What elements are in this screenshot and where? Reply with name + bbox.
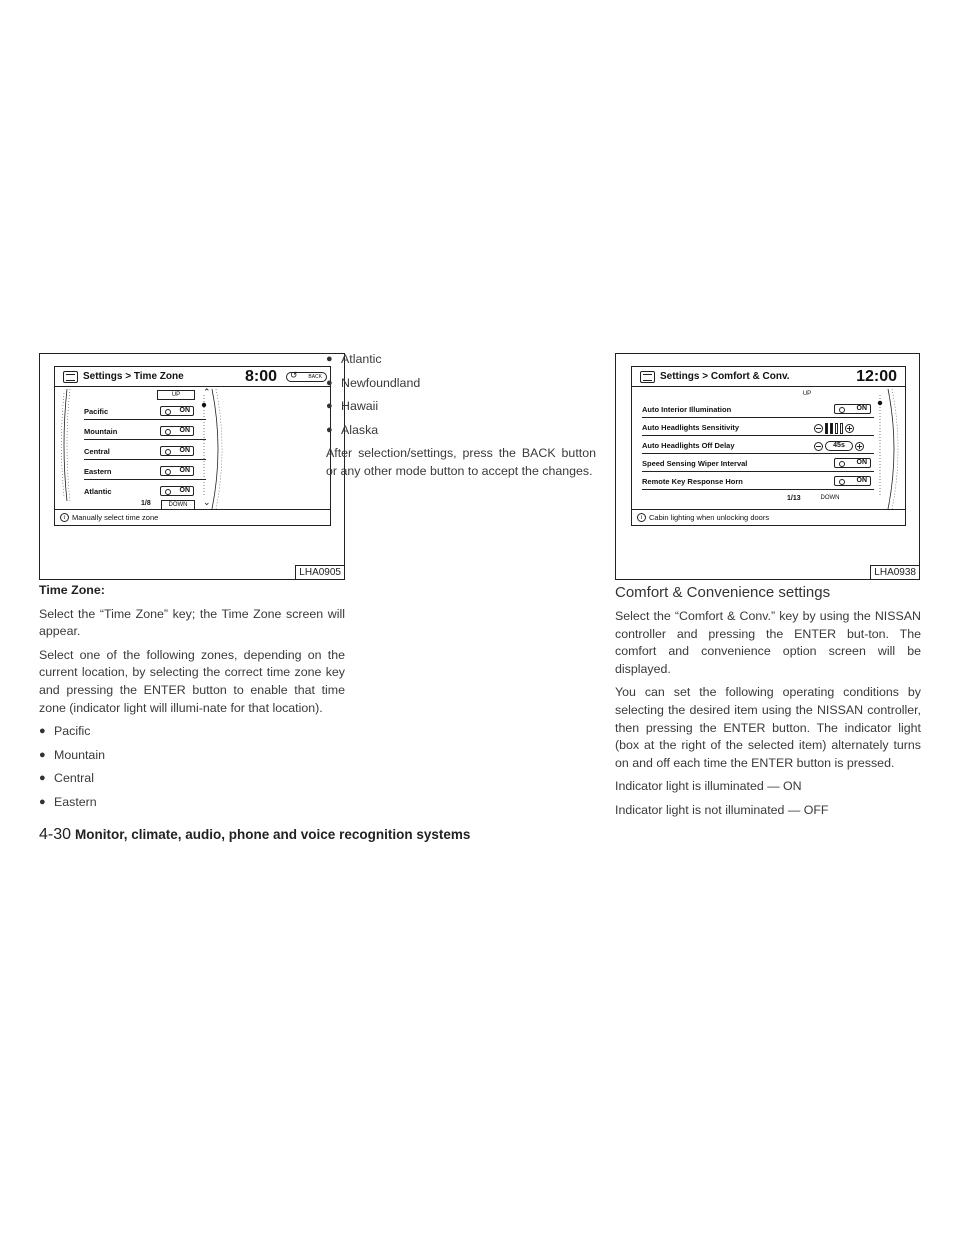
row-label: Auto Interior Illumination — [642, 405, 732, 414]
list-item[interactable] — [84, 444, 206, 460]
paragraph: Select one of the following zones, depending on the current location, by selecting the correct time zone key and pressing the ENTER button to enable that time zone (indicator light will illumi-nate for that location). — [39, 647, 345, 715]
indicator-light[interactable]: ON — [834, 404, 871, 414]
screen-header — [55, 367, 330, 387]
up-button[interactable]: UP — [157, 390, 195, 400]
paragraph: After selection/settings, press the BACK button or any other mode button to accept the changes. — [326, 446, 596, 478]
list-item: ● Alaska — [326, 422, 596, 440]
row-label: Speed Sensing Wiper Interval — [642, 459, 748, 468]
down-button[interactable]: DOWN — [820, 495, 840, 501]
scrollbar[interactable] — [201, 389, 207, 499]
delay-stepper[interactable] — [814, 440, 864, 452]
paragraph: You can set the following operating conditions by selecting the desired item using the NISSAN controller, then pressing the ENTER button. The indicator light (box at the right of the selected item) alternately turns on and off each time the ENTER button is pressed. — [615, 685, 921, 770]
list-item[interactable] — [84, 424, 206, 440]
up-button[interactable]: UP — [802, 391, 812, 397]
row-label: Atlantic — [84, 487, 112, 496]
figure-label: LHA0938 — [870, 565, 919, 579]
paragraph: Select the “Time Zone” key; the Time Zone screen will appear. — [39, 606, 345, 639]
list-item[interactable] — [84, 484, 206, 500]
figure-label: LHA0905 — [295, 565, 344, 579]
row-label: Mountain — [84, 427, 118, 436]
section-heading: Comfort & Convenience settings — [615, 584, 831, 601]
level-segment — [840, 423, 843, 434]
chapter-title: Monitor, climate, audio, phone and voice recognition systems — [75, 827, 471, 842]
screen-title: Settings > Comfort & Conv. — [660, 371, 790, 382]
indicator-light[interactable]: ON — [834, 476, 871, 486]
right-bezel-decoration — [886, 389, 904, 509]
paragraph: Indicator light is not illuminated — OFF — [615, 802, 829, 817]
section-subheading: Time Zone: — [39, 583, 105, 597]
indicator-light[interactable]: ON — [834, 458, 871, 468]
page-indicator: 1/13 — [787, 495, 801, 502]
left-bezel-decoration — [59, 389, 71, 501]
paragraph: Select the “Comfort & Conv.” key by using the NISSAN controller and pressing the ENTER but-ton. The comfort and convenience option screen will be displayed. — [615, 609, 921, 676]
minus-icon[interactable] — [814, 424, 823, 433]
row-label: Remote Key Response Horn — [642, 477, 743, 486]
info-icon: i — [637, 513, 646, 522]
list-item[interactable] — [642, 420, 874, 436]
list-item[interactable] — [84, 464, 206, 480]
info-bar — [632, 509, 905, 525]
info-text: Cabin lighting when unlocking doors — [649, 513, 770, 522]
list-item: ● Central — [39, 770, 345, 788]
list-item[interactable] — [84, 404, 206, 420]
time-zone-figure — [39, 353, 345, 580]
sensitivity-level-bar[interactable] — [814, 422, 854, 434]
row-label: Auto Headlights Sensitivity — [642, 423, 740, 432]
indicator-light[interactable]: ON — [160, 426, 194, 436]
clock-time: 12:00 — [856, 368, 897, 385]
row-label: Central — [84, 447, 110, 456]
list-item: ● Atlantic — [326, 351, 596, 369]
page-indicator: 1/8 — [141, 500, 151, 507]
chevron-up-icon: ⌃ — [203, 387, 211, 397]
list-item: ● Newfoundland — [326, 375, 596, 393]
level-segment — [825, 423, 828, 434]
list-item[interactable] — [642, 456, 874, 472]
row-label: Eastern — [84, 467, 112, 476]
down-button[interactable]: DOWN — [161, 500, 195, 510]
back-button[interactable]: ↺ BACK — [286, 372, 327, 382]
row-label: Pacific — [84, 407, 109, 416]
chevron-down-icon: ⌄ — [203, 497, 211, 507]
page-number: 4-30 — [39, 826, 72, 843]
plus-icon[interactable] — [845, 424, 854, 433]
comfort-conv-figure — [615, 353, 920, 580]
list-item: ● Mountain — [39, 747, 345, 765]
column-time-zone — [39, 582, 345, 818]
screen-title: Settings > Time Zone — [83, 371, 184, 382]
right-bezel-decoration — [210, 389, 228, 509]
list-item[interactable] — [642, 474, 874, 490]
delay-value: 45s — [825, 441, 853, 451]
indicator-light[interactable]: ON — [160, 486, 194, 496]
time-zone-screen — [54, 366, 331, 526]
menu-icon — [63, 371, 78, 383]
list-item[interactable] — [642, 438, 874, 454]
indicator-light[interactable]: ON — [160, 466, 194, 476]
scrollbar[interactable] — [877, 389, 883, 499]
indicator-light[interactable]: ON — [160, 406, 194, 416]
list-item: ● Hawaii — [326, 398, 596, 416]
list-item: ● Eastern — [39, 794, 345, 812]
info-bar — [55, 509, 330, 525]
menu-icon — [640, 371, 655, 383]
level-segment — [830, 423, 833, 434]
comfort-conv-screen — [631, 366, 906, 526]
paragraph: Indicator light is illuminated — ON — [615, 779, 802, 794]
level-segment — [835, 423, 838, 434]
list-item[interactable] — [642, 402, 874, 418]
info-icon: i — [60, 513, 69, 522]
clock-time: 8:00 — [245, 368, 278, 385]
column-comfort-convenience — [615, 608, 921, 826]
info-text: Manually select time zone — [72, 513, 159, 522]
plus-icon[interactable] — [855, 442, 864, 451]
indicator-light[interactable]: ON — [160, 446, 194, 456]
minus-icon[interactable] — [814, 442, 823, 451]
screen-header — [632, 367, 905, 387]
list-item: ● Pacific — [39, 723, 345, 741]
page-footer — [39, 826, 470, 844]
column-time-zone-continued — [326, 351, 596, 487]
row-label: Auto Headlights Off Delay — [642, 441, 735, 450]
